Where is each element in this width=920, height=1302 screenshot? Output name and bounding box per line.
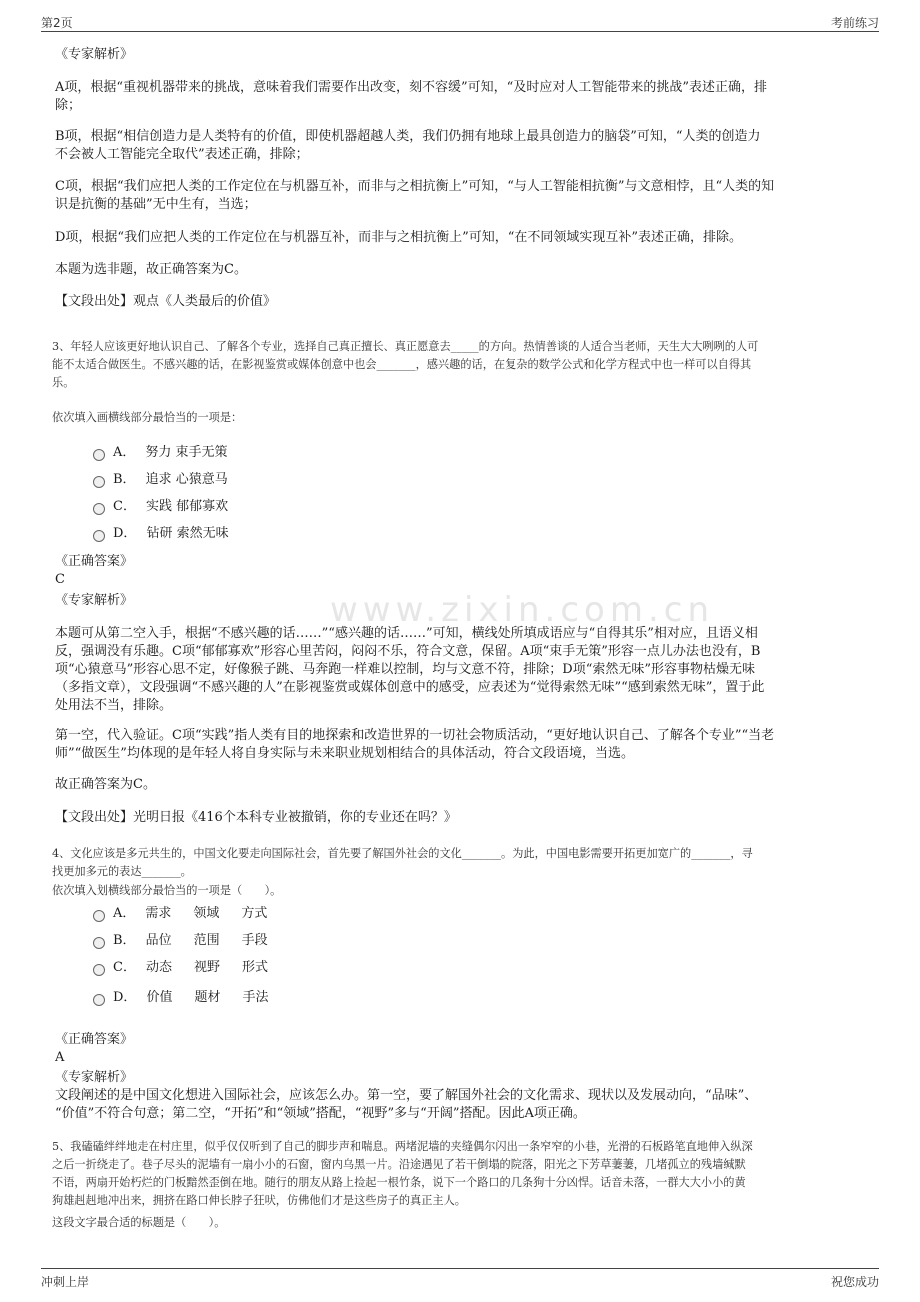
radio-button-icon[interactable]	[93, 530, 105, 542]
radio-button-icon[interactable]	[93, 937, 105, 949]
q3-option-d[interactable]	[93, 525, 229, 543]
q4-prompt: 依次填入划横线部分最恰当的一项是（ ）。	[52, 884, 282, 897]
q3-analysis-label: 《专家解析》	[55, 593, 134, 608]
q4-answer-label: 《正确答案》	[55, 1032, 134, 1047]
option-word-3: 手法	[242, 990, 269, 1005]
watermark: www.zixin.com.cn	[330, 590, 714, 630]
header-title: 考前练习	[830, 16, 879, 30]
option-key: A．	[113, 906, 136, 921]
option-text: 追求 心猿意马	[145, 472, 228, 487]
q2-conclusion: 本题为选非题，故正确答案为C。	[55, 262, 247, 277]
radio-button-icon[interactable]	[93, 449, 105, 461]
footer-left-text: 冲刺上岸	[41, 1275, 90, 1289]
option-key: B．	[113, 933, 136, 948]
option-key: C．	[113, 960, 136, 975]
q4-option-b[interactable]	[93, 932, 290, 950]
q4-option-a[interactable]	[93, 905, 289, 923]
option-text: 实践 郁郁寡欢	[145, 499, 229, 514]
radio-button-icon[interactable]	[93, 503, 105, 515]
page-footer	[41, 1268, 879, 1290]
option-word-2: 视野	[193, 960, 220, 975]
radio-button-icon[interactable]	[93, 994, 105, 1006]
option-key: C．	[113, 499, 136, 514]
q4-stem: 4、文化应该是多元共生的，中国文化要走向国际社会，首先要了解国外社会的文化_______。为此，中国电影需要开拓更加宽广的_______，寻 找更加多元的表达_______。	[52, 847, 753, 878]
option-word-3: 方式	[241, 906, 268, 921]
option-text: 努力 束手无策	[145, 445, 228, 460]
q4-option-c[interactable]	[93, 959, 290, 977]
option-word-1: 品位	[145, 933, 172, 948]
q3-conclusion: 故正确答案为C。	[55, 777, 156, 792]
footer-right-text: 祝您成功	[830, 1275, 879, 1289]
q2-analysis-c: C项，根据“我们应把人类的工作定位在与机器互补，而非与之相抗衡上”可知，“与人工智能相抗衡”与文意相悖，且“人类的知 识是抗衡的基础”无中生有，当选；	[55, 179, 775, 212]
option-key: D．	[113, 526, 137, 541]
q4-answer: A	[55, 1050, 65, 1065]
q5-stem: 5、我磕磕绊绊地走在村庄里，似乎仅仅听到了自己的脚步声和喘息。两堵泥墙的夹缝偶尔闪出一条窄窄的小巷，光滑的石板路笔直地伸入纵深 之后一折绕走了。巷子尽头的泥墙有一扇小小的石窗，窗内乌黑一片。沿途遇见了若干倒塌的院落，阳光之下芳草萋萋，几堵孤立的残墙缄默 不语，两扇开始朽烂的门板黯然歪倒在地。随行的朋友从路上捡起一根竹条，说下一个路口的几条狗十分凶悍。话音未落，一群大大小小的黄 狗雄赳赳地冲出来，拥挤在路口伸长脖子狂吠，仿佛他们才是这些房子的真正主人。	[52, 1140, 753, 1207]
q3-answer: C	[55, 572, 65, 587]
q3-option-a[interactable]	[93, 444, 228, 462]
option-word-3: 形式	[241, 960, 268, 975]
radio-button-icon[interactable]	[93, 910, 105, 922]
q3-option-b[interactable]	[93, 471, 228, 489]
option-key: D．	[113, 990, 137, 1005]
page-number: 第2页	[41, 16, 73, 30]
q3-analysis-p2: 第一空，代入验证。C项“实践”指人类有目的地探索和改造世界的一切社会物质活动，“更好地认识自己、了解各个专业”“当老 师”“做医生”均体现的是年轻人将自身实际与未来职业规划相结合的具体活动，符合文段语境，当选。	[55, 728, 775, 761]
q4-analysis-label: 《专家解析》	[55, 1070, 134, 1085]
option-text: 钻研 索然无味	[146, 526, 229, 541]
q3-option-c[interactable]	[93, 498, 228, 516]
q4-option-d[interactable]	[93, 989, 290, 1007]
q3-prompt: 依次填入画横线部分最恰当的一项是：	[52, 411, 243, 424]
q2-source: 【文段出处】观点《人类最后的价值》	[55, 294, 277, 309]
q2-analysis-d: D项，根据“我们应把人类的工作定位在与机器互补，而非与之相抗衡上”可知，“在不同领域实现互补”表述正确，排除。	[55, 230, 743, 245]
option-word-3: 手段	[241, 933, 268, 948]
option-word-1: 动态	[145, 960, 172, 975]
option-word-1: 需求	[145, 906, 172, 921]
option-key: B．	[113, 472, 136, 487]
q3-stem: 3、年轻人应该更好地认识自己、了解各个专业，选择自己真正擅长、真正愿意去_____的方向。热情善谈的人适合当老师，天生大大咧咧的人可 能不太适合做医生。不感兴趣的话，在影视鉴赏或媒体创意中也会_______，感兴趣的话，在复杂的数学公式和化学方程式中也一样可以自得其 乐。	[52, 340, 759, 389]
q2-analysis-label: 《专家解析》	[55, 47, 134, 62]
page-header	[41, 12, 879, 32]
option-word-2: 题材	[194, 990, 221, 1005]
option-word-2: 范围	[193, 933, 220, 948]
q2-analysis-b: B项，根据“相信创造力是人类特有的价值，即使机器超越人类，我们仍拥有地球上最具创造力的脑袋”可知，“人类的创造力 不会被人工智能完全取代”表述正确，排除；	[55, 129, 761, 162]
q2-analysis-a: A项，根据“重视机器带来的挑战，意味着我们需要作出改变，刻不容缓”可知，“及时应对人工智能带来的挑战”表述正确，排 除；	[55, 80, 767, 113]
q3-source: 【文段出处】光明日报《416个本科专业被撤销，你的专业还在吗？》	[55, 810, 457, 825]
q4-analysis: 文段阐述的是中国文化想进入国际社会，应该怎么办。第一空，要了解国外社会的文化需求、现状以及发展动向，“品味”、 “价值”不符合句意；第二空，“开拓”和“领域”搭配，“视野”多与“开阔”搭配。因此A项正确。	[55, 1088, 758, 1121]
option-word-1: 价值	[146, 990, 173, 1005]
option-key: A．	[113, 445, 136, 460]
radio-button-icon[interactable]	[93, 476, 105, 488]
radio-button-icon[interactable]	[93, 964, 105, 976]
option-word-2: 领域	[193, 906, 220, 921]
q3-answer-label: 《正确答案》	[55, 554, 134, 569]
q3-analysis-p1: 本题可从第二空入手，根据“不感兴趣的话……”“感兴趣的话……”可知，横线处所填成语应与“自得其乐”相对应，且语义相 反，强调没有乐趣。C项“郁郁寡欢”形容心里苦闷，闷闷不乐，符合文意，保留。A项“束手无策”形容一点儿办法也没有，B 项“心猿意马”形容心思不定，好像猴子跳、马奔跑一样难以控制，均与文意不符，排除；D项“索然无味”形容事物枯燥无味 （多指文章），文段强调“不感兴趣的人”在影视鉴赏或媒体创意中的感受，应表述为“觉得索然无味”“感到索然无味”，置于此 处用法不当，排除。	[55, 626, 765, 713]
q5-prompt: 这段文字最合适的标题是（ ）。	[52, 1216, 226, 1229]
